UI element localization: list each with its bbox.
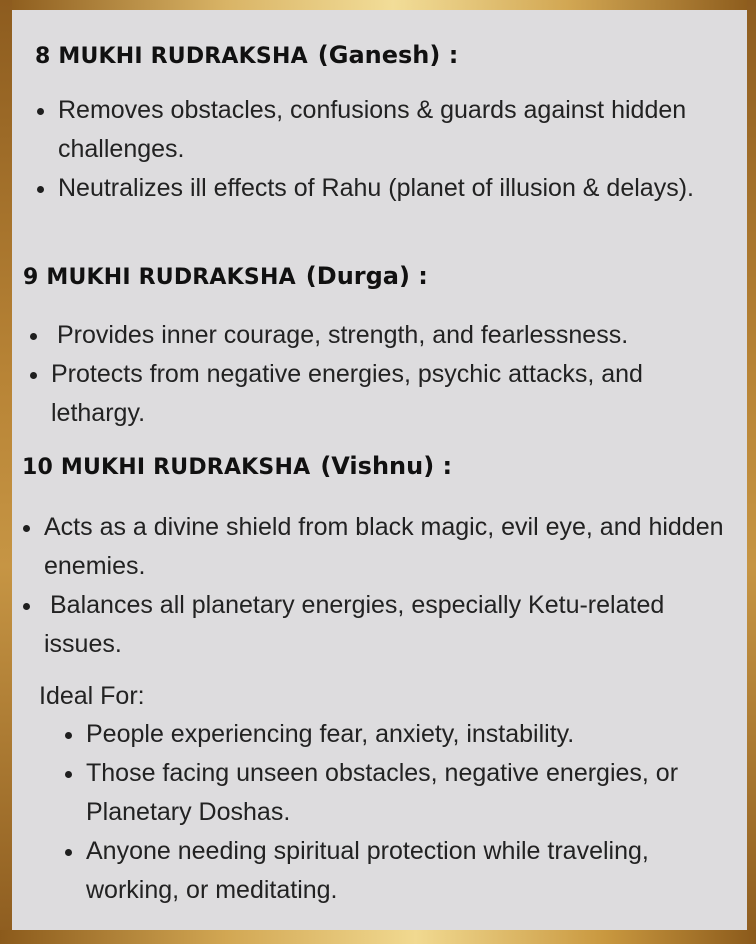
bullet-icon xyxy=(23,603,30,610)
list-item-text: Anyone needing spiritual protection while traveling, working, or meditating. xyxy=(86,837,649,904)
bullet-icon xyxy=(37,186,44,193)
list-item-text: Removes obstacles, confusions & guards against hidden challenges. xyxy=(58,96,687,163)
list-item xyxy=(86,715,746,754)
list-item-text: Protects from negative energies, psychic attacks, and lethargy. xyxy=(51,360,643,427)
bullet-icon xyxy=(65,849,72,856)
gold-frame-left xyxy=(0,0,12,944)
list-item xyxy=(51,355,711,433)
bullet-icon xyxy=(23,525,30,532)
list-item xyxy=(51,316,711,355)
bullet-icon xyxy=(30,333,37,340)
section-heading-10-mukhi xyxy=(22,452,452,480)
list-item xyxy=(86,832,746,910)
bullet-list-9-mukhi xyxy=(51,316,711,433)
section-title: 8 MUKHI RUDRAKSHA xyxy=(35,44,308,69)
content-panel xyxy=(12,10,747,930)
section-deity: (Durga) : xyxy=(305,262,428,290)
list-item-text: Provides inner courage, strength, and fearlessness. xyxy=(57,321,629,349)
section-title: 9 MUKHI RUDRAKSHA xyxy=(23,265,296,290)
section-deity: (Ganesh) : xyxy=(317,41,459,69)
list-item xyxy=(86,754,746,832)
bullet-icon xyxy=(65,771,72,778)
list-item-text: Acts as a divine shield from black magic, evil eye, and hidden enemies. xyxy=(44,513,724,580)
gold-frame-top xyxy=(0,0,756,10)
bullet-icon xyxy=(30,372,37,379)
section-title: 10 MUKHI RUDRAKSHA xyxy=(22,455,311,480)
bullet-icon xyxy=(37,108,44,115)
list-item xyxy=(44,586,734,664)
list-item-text: Neutralizes ill effects of Rahu (planet of illusion & delays). xyxy=(58,174,694,202)
ideal-for-list xyxy=(86,715,746,910)
list-item-text: People experiencing fear, anxiety, instability. xyxy=(86,720,575,748)
gold-frame-bottom xyxy=(0,930,756,944)
section-heading-8-mukhi xyxy=(35,41,458,69)
section-deity: (Vishnu) : xyxy=(320,452,453,480)
bullet-list-10-mukhi xyxy=(44,508,734,664)
list-item-text: Balances all planetary energies, especially Ketu-related issues. xyxy=(44,591,665,658)
bullet-icon xyxy=(65,732,72,739)
list-item xyxy=(58,169,718,208)
ideal-for-label: Ideal For: xyxy=(39,682,145,710)
section-heading-9-mukhi xyxy=(23,262,428,290)
list-item xyxy=(58,91,718,169)
list-item-text: Those facing unseen obstacles, negative energies, or Planetary Doshas. xyxy=(86,759,679,826)
bullet-list-8-mukhi xyxy=(58,91,718,208)
list-item xyxy=(44,508,734,586)
gold-frame-right xyxy=(747,0,756,944)
